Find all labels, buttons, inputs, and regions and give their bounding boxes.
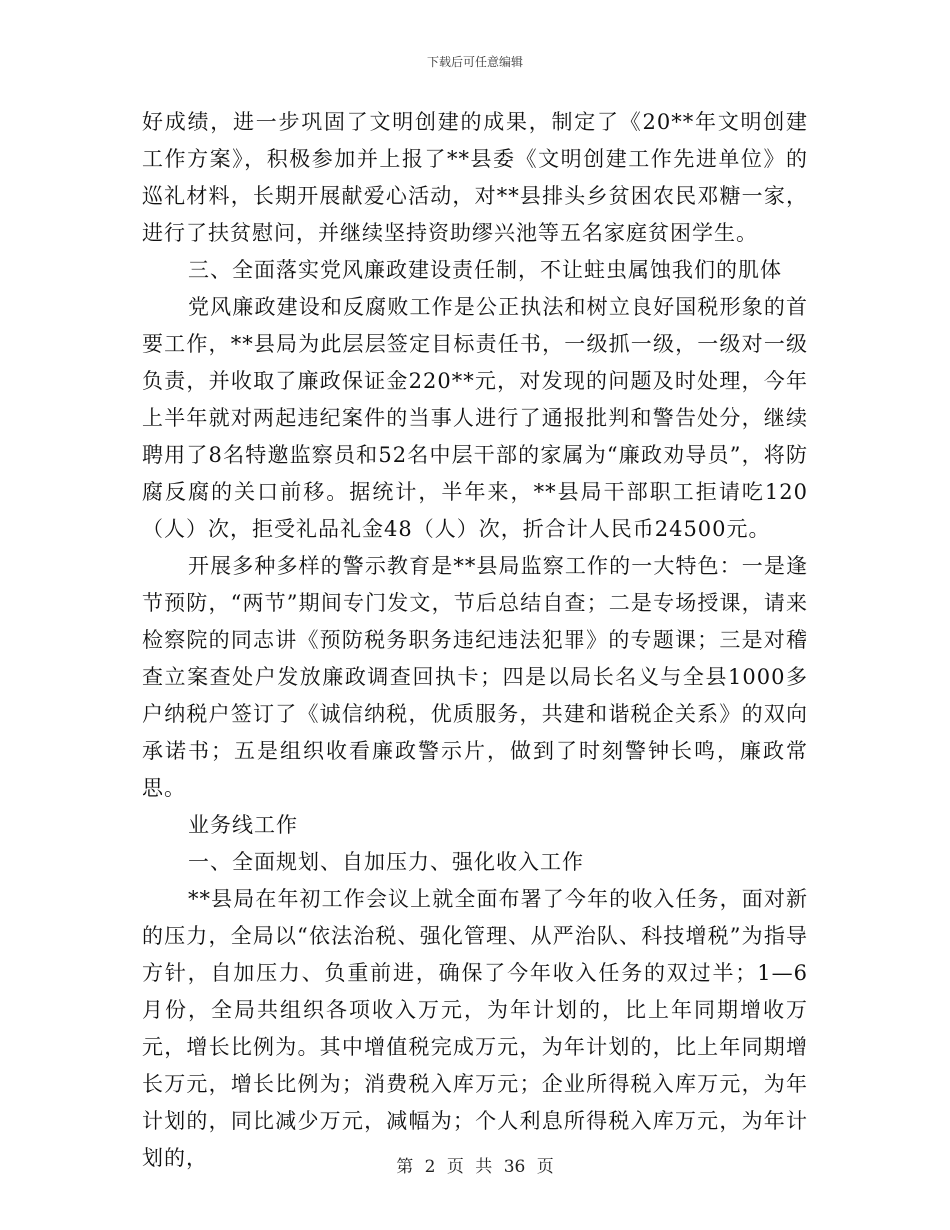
paragraph-civilization-results: 好成绩，进一步巩固了文明创建的成果，制定了《20**年文明创建工作方案》，积极参加并上报了**县委《文明创建工作先进单位》的巡礼材料，长期开展献爱心活动，对**县排头乡贫困农民邓糖一家，进行了扶贫慰问，并继续坚持资助缪兴池等五名家庭贫困学生。 xyxy=(142,110,808,245)
paragraph-revenue-tasks: **县局在年初工作会议上就全面布署了今年的收入任务，面对新的压力，全局以“依法治税、强化管理、从严治队、科技增税”为指导方针，自加压力、负重前进，确保了今年收入任务的双过半；1—6月份，全局共组织各项收入万元，为年计划的，比上年同期增收万元，增长比例为。其中增值税完成万元，为年计划的，比上年同期增长万元，增长比例为；消费税入库万元；企业所得税入库万元，为年计划的，同比减少万元，减幅为；个人利息所得税入库万元，为年计划的， xyxy=(142,887,808,1170)
page-header: 下载后可任意编辑 xyxy=(426,55,523,69)
section-heading-revenue: 一、全面规划、自加压力、强化收入工作 xyxy=(188,850,584,874)
section-heading-party-conduct: 三、全面落实党风廉政建设责任制，不让蛀虫属蚀我们的肌体 xyxy=(188,258,782,282)
paragraph-warning-education: 开展多种多样的警示教育是**县局监察工作的一大特色：一是逢节预防，“两节”期间专门发文，节后总结自查；二是专场授课，请来检察院的同志讲《预防税务职务违纪违法犯罪》的专题课；三是对稽查立案查处户发放廉政调查回执卡；四是以局长名义与全县1000多户纳税户签订了《诚信纳税，优质服务，共建和谐税企关系》的双向承诺书；五是组织收看廉政警示片，做到了时刻警钟长鸣，廉政常思。 xyxy=(142,554,808,800)
document-body xyxy=(142,104,808,1177)
page-number-footer: 第 2 页 共 36 页 xyxy=(396,1157,554,1177)
section-heading-business-work: 业务线工作 xyxy=(188,813,298,837)
paragraph-anti-corruption: 党风廉政建设和反腐败工作是公正执法和树立良好国税形象的首要工作，**县局为此层层签定目标责任书，一级抓一级，一级对一级负责，并收取了廉政保证金220**元，对发现的问题及时处理，今年上半年就对两起违纪案件的当事人进行了通报批判和警告处分，继续聘用了8名特邀监察员和52名中层干部的家属为“廉政劝导员”，将防腐反腐的关口前移。据统计，半年来，**县局干部职工拒请吃120（人）次，拒受礼品礼金48（人）次，折合计人民币24500元。 xyxy=(142,295,808,541)
